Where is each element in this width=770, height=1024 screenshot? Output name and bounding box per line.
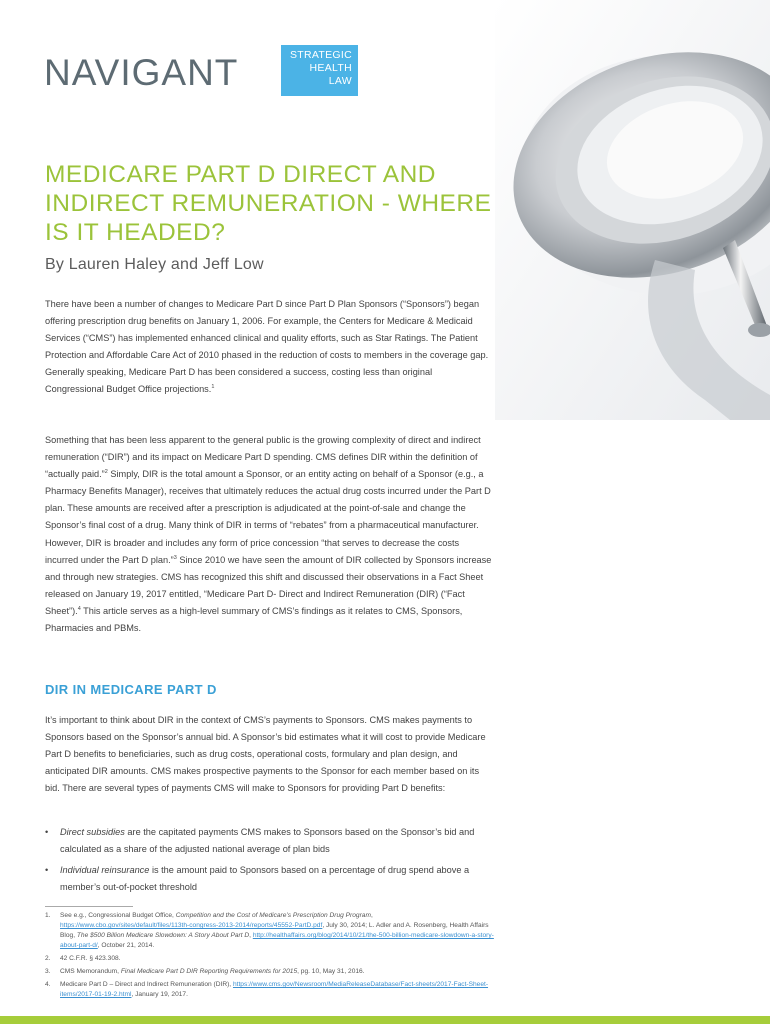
- article-title: MEDICARE PART D DIRECT AND INDIRECT REMUNERATION - WHERE IS IT HEADED?: [45, 161, 492, 246]
- badge-line: STRATEGIC: [289, 49, 352, 61]
- section-heading: DIR IN MEDICARE PART D: [45, 682, 217, 697]
- paragraph-text: This article serves as a high-level summary of CMS’s findings as it relates to CMS, Sponsors, Pharmacies and PBMs.: [45, 605, 463, 634]
- footnote-text: , July 30, 2014; L. Adler and A. Rosenberg, Health Affairs Blog,: [60, 922, 489, 939]
- paragraph-payments: It’s important to think about DIR in the context of CMS’s payments to Sponsors. CMS makes payments to Sponsors based on the Sponsor’s annual bid. A Sponsor’s bid estimates what it will cost to provide Medicare Part D benefits to beneficiaries, such as drug costs, operational costs, formulary and plan design, and anticipated DIR amounts. CMS makes prospective payments to the Sponsor for each member based on its bid. There are several types of payments CMS will make to Sponsors for providing Part D benefits:: [45, 715, 486, 794]
- footnote-ref[interactable]: 4: [77, 605, 81, 612]
- footnote-ref[interactable]: 1: [211, 384, 215, 391]
- list-item-term: Individual reinsurance: [60, 865, 150, 876]
- footnote-text: 42 C.F.R. § 423.308.: [60, 955, 121, 962]
- badge-line: LAW: [328, 75, 352, 87]
- footnote-link[interactable]: http://healthaffairs.org/blog/2014/10/21/the-500-billion-medicare-slowdown-a-story-about-part-d/: [60, 932, 494, 949]
- article-byline: By Lauren Haley and Jeff Low: [45, 256, 264, 273]
- list-item-text: is the amount paid to Sponsors based on a percentage of drug spend above a member’s out-of-pocket threshold: [60, 865, 470, 893]
- bullet-icon: •: [45, 827, 49, 837]
- footnote-item: [45, 911, 495, 951]
- strategic-health-law-badge: [281, 45, 358, 96]
- list-item-text: are the capitated payments CMS makes to Sponsors based on the Sponsor’s bid and calculated as a share of the adjusted national average of plan bids: [60, 827, 475, 855]
- navigant-logo: [44, 52, 238, 94]
- footnote-link[interactable]: https://www.cms.gov/Newsroom/MediaReleaseDatabase/Fact-sheets/2017-Fact-Sheet-items/2017-01-19-2.html: [60, 981, 489, 998]
- footnote-title: Final Medicare Part D DIR Reporting Requirements for 2015: [120, 968, 298, 975]
- footnote-number: 1.: [45, 912, 51, 919]
- footnote-text: ,: [249, 932, 253, 939]
- footnote-text: CMS Memorandum,: [60, 968, 121, 975]
- footnote-link[interactable]: https://www.cbo.gov/sites/default/files/113th-congress-2013-2014/reports/45552-PartD.pdf: [60, 922, 323, 929]
- footnote-divider: [45, 906, 133, 907]
- footnote-number: 4.: [45, 981, 51, 988]
- paragraph-intro: [45, 296, 493, 399]
- logo-wordmark: NAVIGANT: [44, 52, 239, 93]
- list-item: [45, 862, 495, 896]
- list-item: [45, 824, 495, 858]
- stethoscope-image: [495, 0, 770, 420]
- footnote-number: 3.: [45, 968, 51, 975]
- footnote-text: , January 19, 2017.: [131, 991, 188, 998]
- footnote-title: Competition and the Cost of Medicare’s Prescription Drug Program: [175, 912, 371, 919]
- bullet-icon: •: [45, 865, 49, 876]
- paragraph-text: Something that has been less apparent to the general public is the growing complexity of direct and indirect remuneration (“DIR”) and its impact on Medicare Part D spending. CMS defines DIR within the definition of “actually paid.”: [45, 435, 481, 480]
- payment-types-list: [45, 824, 495, 900]
- footnote-number: 2.: [45, 955, 51, 962]
- footnote-item: [45, 980, 495, 1000]
- footnote-title: The $500 Billion Medicare Slowdown: A Story About Part D: [76, 932, 250, 939]
- bottom-accent-bar: [0, 1016, 770, 1024]
- footnote-text: ,: [370, 912, 373, 919]
- paragraph-text: Since 2010 we have seen the amount of DIR collected by Sponsors increase and through new strategies. CMS has recognized this shift and discussed their observations in a Fact Sheet released on January 19, 2017 entitled, “Medicare Part D- Direct and Indirect Remuneration (DIR) (“Fact Sheet”).: [45, 554, 492, 616]
- footnote-item: [45, 967, 495, 977]
- footnote-ref[interactable]: 2: [104, 469, 108, 476]
- paragraph-dir: [45, 432, 493, 637]
- footnote-text: Medicare Part D – Direct and Indirect Remuneration (DIR),: [60, 981, 233, 988]
- footnote-text: See e.g., Congressional Budget Office,: [60, 912, 176, 919]
- list-item-term: Direct subsidies: [60, 827, 125, 837]
- badge-line: HEALTH: [309, 62, 352, 74]
- footnote-text: , October 21, 2014.: [97, 942, 155, 949]
- paragraph-text: Simply, DIR is the total amount a Sponsor, or an entity acting on behalf of a Sponsor (e.g., a Pharmacy Benefits Manager), receives that ultimately reduces the actual drug costs incurred under the Part D plan. These amounts are received after a prescription is adjudicated at the point-of-sale and change the Sponsor’s final cost of a drug. Many think of DIR in terms of “rebates” from a pharmaceutical manufacturer. However, DIR is broader and includes any form of price concession “that serves to decrease the costs incurred under the Part D plan.”: [45, 469, 491, 565]
- footnote-text: , pg. 10, May 31, 2016.: [297, 968, 365, 975]
- footnotes-list: [45, 911, 495, 1003]
- footnote-item: [45, 954, 495, 964]
- paragraph-text: There have been a number of changes to Medicare Part D since Part D Plan Sponsors (“Sponsors”) began offering prescription drug benefits on January 1, 2006. For example, the Centers for Medicare & Medicaid Services (“CMS”) has implemented enhanced clinical and quality efforts, such as Star Ratings. The Patient Protection and Affordable Care Act of 2010 phased in the reduction of costs to members in the coverage gap. Generally speaking, Medicare Part D has been considered a success, costing less than original Congressional Budget Office projections.: [45, 299, 489, 395]
- footnote-ref[interactable]: 3: [173, 554, 177, 561]
